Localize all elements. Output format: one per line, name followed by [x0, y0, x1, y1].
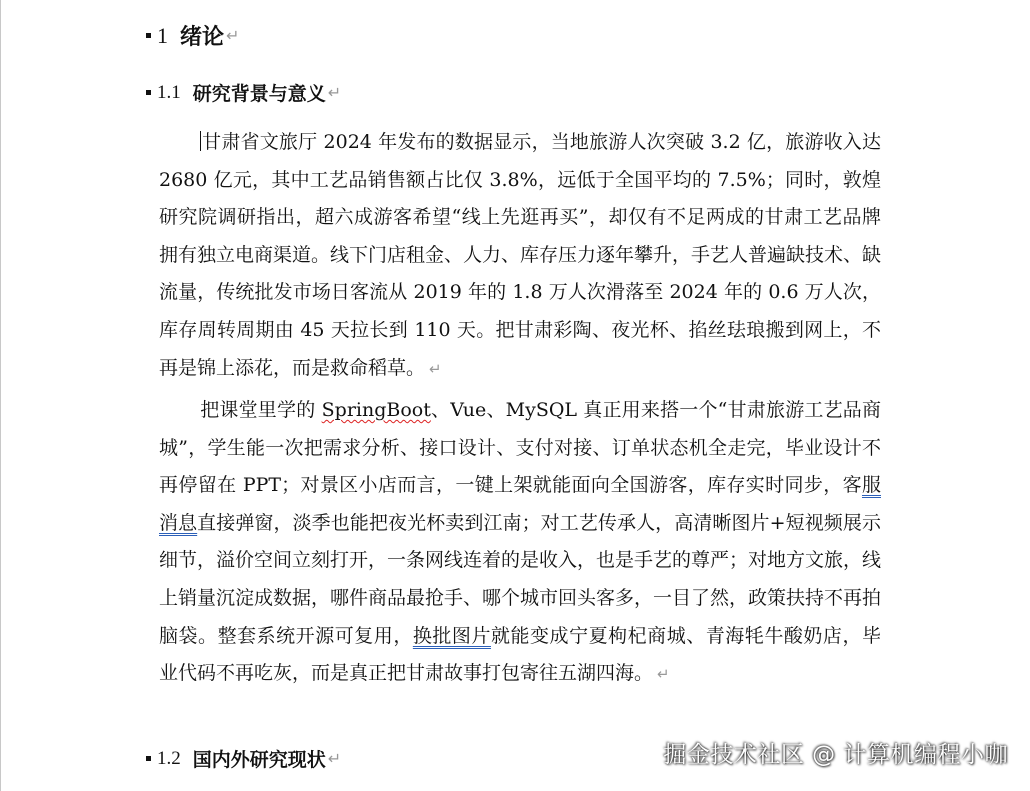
body-paragraph-1[interactable] — [159, 124, 881, 388]
heading-number: 1.1 — [157, 81, 181, 103]
heading-title: 国内外研究现状 — [192, 749, 326, 771]
paragraph-text-part: 把课堂里学的 — [200, 399, 322, 421]
text-cursor — [200, 131, 201, 151]
heading-number: 1 — [157, 22, 168, 48]
spellcheck-word[interactable]: SpringBoot — [321, 399, 431, 421]
paragraph-text-part: 直接弹窗，淡季也能把夜光杯卖到江南；对工艺传承人，高清晰图片+短视频展示细节，溢价空间立刻打开，一条网线连着的是收入，也是手艺的尊严；对地方文旅，线上销量沉淀成数据，哪件商品最抢手、哪个城市回头客多，一目了然，政策扶持不再拍脑袋。整套系统开源可复用， — [159, 511, 882, 647]
paragraph-mark-icon: ↵ — [429, 359, 442, 378]
paragraph-text-part: 、Vue、MySQL 真正用来搭一个“甘肃旅游工艺品商城”，学生能一次把需求分析、接口设计、支付对接、订单状态机全走完，毕业设计不再停留在 PPT；对景区小店而言，一键上架就能面向全国游客，库存实时同步，客 — [159, 399, 881, 497]
heading-title: 绪论 — [180, 25, 225, 50]
page-edge — [0, 0, 1, 791]
heading-bullet — [146, 756, 151, 761]
grammar-flag-word[interactable]: 服消息 — [159, 474, 881, 534]
heading-bullet — [146, 90, 151, 95]
paragraph-mark-icon: ↵ — [226, 26, 240, 45]
paragraph-mark-icon: ↵ — [327, 83, 342, 102]
grammar-flag-word[interactable]: 换批图片 — [412, 624, 491, 647]
paragraph-text: 甘肃省文旅厅 2024 年发布的数据显示，当地旅游人次突破 3.2 亿，旅游收入达 2680 亿元，其中工艺品销售额占比仅 3.8%，远低于全国平均的 7.5%；同时，敦煌研究院调研指出，超六成游客希望“线上先逛再买”，却仅有不足两成的甘肃工艺品牌拥有独立电商渠道。线下门店租金、人力、库存压力逐年攀升，手艺人普遍缺技术、缺流量，传统批发市场日客流从 2019 年的 1.8 万人次滑落至 2024 年的 0.6 万人次，库存周转周期由 45 天拉长到 110 天。把甘肃彩陶、夜光杯、掐丝珐琅搬到网上，不再是锦上添花，而是救命稻草。 — [159, 131, 882, 379]
heading-bullet — [146, 33, 151, 38]
body-paragraph-2[interactable] — [159, 392, 881, 694]
heading-number: 1.2 — [157, 747, 181, 769]
paragraph-text-part: 就能变成宁夏枸杞商城、青海牦牛酸奶店，毕业代码不再吃灰，而是真正把甘肃故事打包寄往五湖四海。 — [159, 624, 881, 685]
watermark: 掘金技术社区 @ 计算机编程小咖 — [663, 742, 1008, 768]
paragraph-mark-icon: ↵ — [327, 749, 342, 768]
paragraph-mark-icon: ↵ — [657, 665, 670, 684]
heading-1-2[interactable] — [146, 745, 341, 772]
heading-title: 研究背景与意义 — [192, 83, 326, 105]
heading-1[interactable] — [146, 20, 239, 51]
heading-1-1[interactable] — [146, 79, 341, 106]
